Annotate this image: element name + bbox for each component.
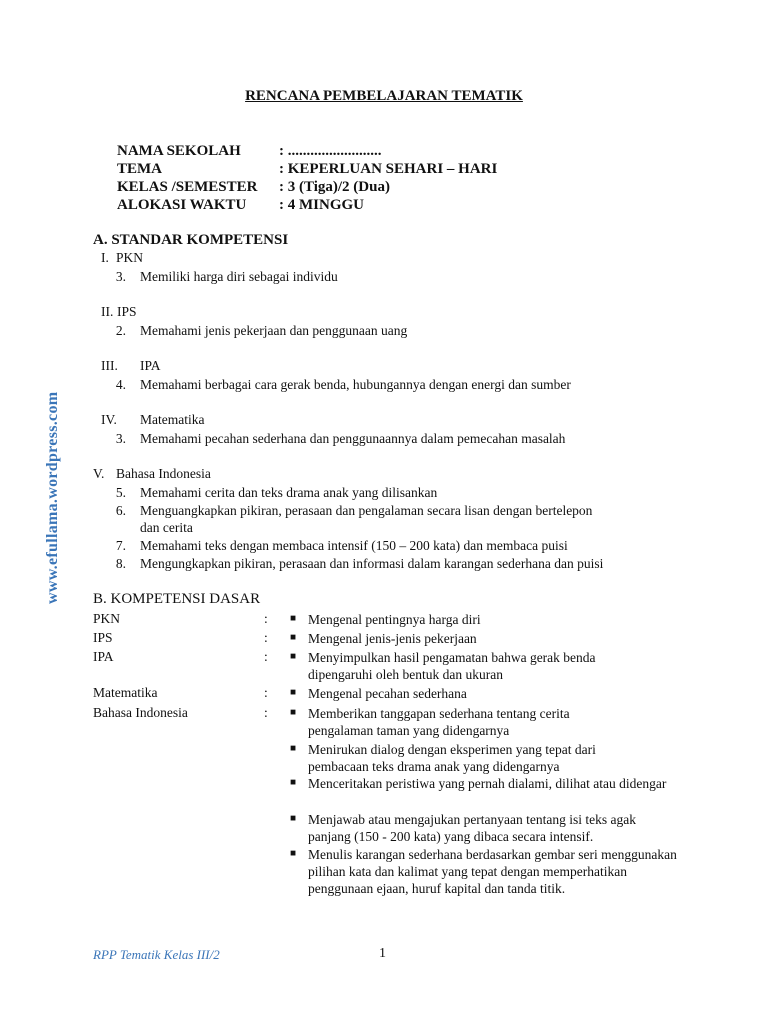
item-text: Memahami pecahan sederhana dan penggunaannya dalam pemecahan masalah <box>140 431 566 446</box>
list-item <box>0 377 768 395</box>
item-text: Menguangkapkan pikiran, perasaan dan pengalaman secara lisan dengan bertelepon <box>140 503 593 518</box>
item-number: 8. <box>115 556 126 571</box>
identity-label: NAMA SEKOLAH <box>117 143 241 159</box>
watermark-url: www.efullama.wordpress.com <box>44 391 61 604</box>
kd-colon: : <box>264 611 268 626</box>
footer-document-name: RPP Tematik Kelas III/2 <box>93 947 220 962</box>
item-number: 4. <box>115 377 126 392</box>
kd-bullet-text: Menceritakan peristiwa yang pernah dialami, dilihat atau didengar <box>308 776 667 791</box>
kd-bullet-text: Menulis karangan sederhana berdasarkan gembar seri menggunakan pilihan kata dan kalimat yang tepat dengan memperhatikan penggunaan ejaan, huruf kapital dan tanda titik. <box>308 847 677 896</box>
kd-subject: PKN <box>93 611 121 626</box>
group-marker: V. <box>93 466 105 481</box>
item-text: Memahami jenis pekerjaan dan penggunaan uang <box>140 323 408 338</box>
kd-colon: : <box>264 705 268 720</box>
kd-subject: Bahasa Indonesia <box>93 705 188 720</box>
kd-row-bahasa-indonesia <box>0 705 768 915</box>
item-number: 5. <box>115 485 126 500</box>
kd-bullet-text: Memberikan tanggapan sederhana tentang cerita pengalaman taman yang didengarnya <box>308 706 570 738</box>
item-text: Mengungkapkan pikiran, perasaan dan informasi dalam karangan sederhana dan puisi <box>140 556 604 571</box>
group-name: IPS <box>117 304 137 319</box>
group-name: PKN <box>116 250 144 265</box>
kd-bullet-text: Mengenal pecahan sederhana <box>308 686 467 701</box>
item-text-continued: dan cerita <box>140 520 193 535</box>
kd-subject: IPA <box>93 649 114 664</box>
kd-row-ips <box>0 630 768 648</box>
square-bullet-icon: ■ <box>290 707 297 718</box>
kd-row-matematika <box>0 685 768 703</box>
list-item <box>0 269 768 287</box>
item-text: Memahami cerita dan teks drama anak yang dilisankan <box>140 485 438 500</box>
identity-value: : 3 (Tiga)/2 (Dua) <box>279 179 390 195</box>
list-item <box>0 431 768 449</box>
item-number: 3. <box>115 431 126 446</box>
list-item <box>0 538 768 556</box>
square-bullet-icon: ■ <box>290 777 297 788</box>
list-item <box>0 323 768 341</box>
group-marker: III. <box>101 358 118 373</box>
item-text: Memiliki harga diri sebagai individu <box>140 269 338 284</box>
footer-page-number: 1 <box>379 946 386 961</box>
item-text: Memahami berbagai cara gerak benda, hubungannya dengan energi dan sumber <box>140 377 571 392</box>
square-bullet-icon: ■ <box>290 651 297 662</box>
group-name: IPA <box>140 358 161 373</box>
kd-colon: : <box>264 685 268 700</box>
kd-row-ipa <box>0 649 768 685</box>
kd-subject: IPS <box>93 630 113 645</box>
section-a-heading: A. STANDAR KOMPETENSI <box>93 232 289 248</box>
kd-row-pkn <box>0 611 768 629</box>
item-number: 3. <box>115 269 126 284</box>
identity-label: KELAS /SEMESTER <box>117 179 258 195</box>
square-bullet-icon: ■ <box>290 813 297 824</box>
group-name: Matematika <box>140 412 205 427</box>
kd-colon: : <box>264 649 268 664</box>
list-item <box>0 503 768 539</box>
identity-value: : ......................... <box>279 143 382 159</box>
kd-bullet-text: Menjawab atau mengajukan pertanyaan tentang isi teks agak panjang (150 - 200 kata) yang dibaca secara intensif. <box>308 812 637 844</box>
kd-subject: Matematika <box>93 685 158 700</box>
square-bullet-icon: ■ <box>290 687 297 698</box>
kd-bullet-text: Mengenal pentingnya harga diri <box>308 612 481 627</box>
item-number: 6. <box>115 503 126 518</box>
list-item <box>0 485 768 503</box>
square-bullet-icon: ■ <box>290 632 297 643</box>
identity-label: TEMA <box>117 161 162 177</box>
item-number: 2. <box>115 323 126 338</box>
identity-value: : 4 MINGGU <box>279 197 364 213</box>
kd-bullet-text: Menyimpulkan hasil pengamatan bahwa gerak benda dipengaruhi oleh bentuk dan ukuran <box>308 650 596 682</box>
kd-bullet-text: Mengenal jenis-jenis pekerjaan <box>308 631 477 646</box>
group-marker: II. <box>101 304 114 319</box>
group-marker: IV. <box>101 412 117 427</box>
kd-bullet-text: Menirukan dialog dengan eksperimen yang tepat dari pembacaan teks drama anak yang didengarnya <box>308 742 596 774</box>
item-text: Memahami teks dengan membaca intensif (150 – 200 kata) dan membaca puisi <box>140 538 568 553</box>
document-title: RENCANA PEMBELAJARAN TEMATIK <box>245 88 523 104</box>
group-marker: I. <box>101 250 109 265</box>
section-b-heading: B. KOMPETENSI DASAR <box>93 591 261 607</box>
list-item <box>0 556 768 574</box>
square-bullet-icon: ■ <box>290 743 297 754</box>
item-number: 7. <box>115 538 126 553</box>
kd-colon: : <box>264 630 268 645</box>
identity-label: ALOKASI WAKTU <box>117 197 247 213</box>
identity-value: : KEPERLUAN SEHARI – HARI <box>279 161 498 177</box>
square-bullet-icon: ■ <box>290 613 297 624</box>
group-name: Bahasa Indonesia <box>116 466 211 481</box>
square-bullet-icon: ■ <box>290 848 297 859</box>
